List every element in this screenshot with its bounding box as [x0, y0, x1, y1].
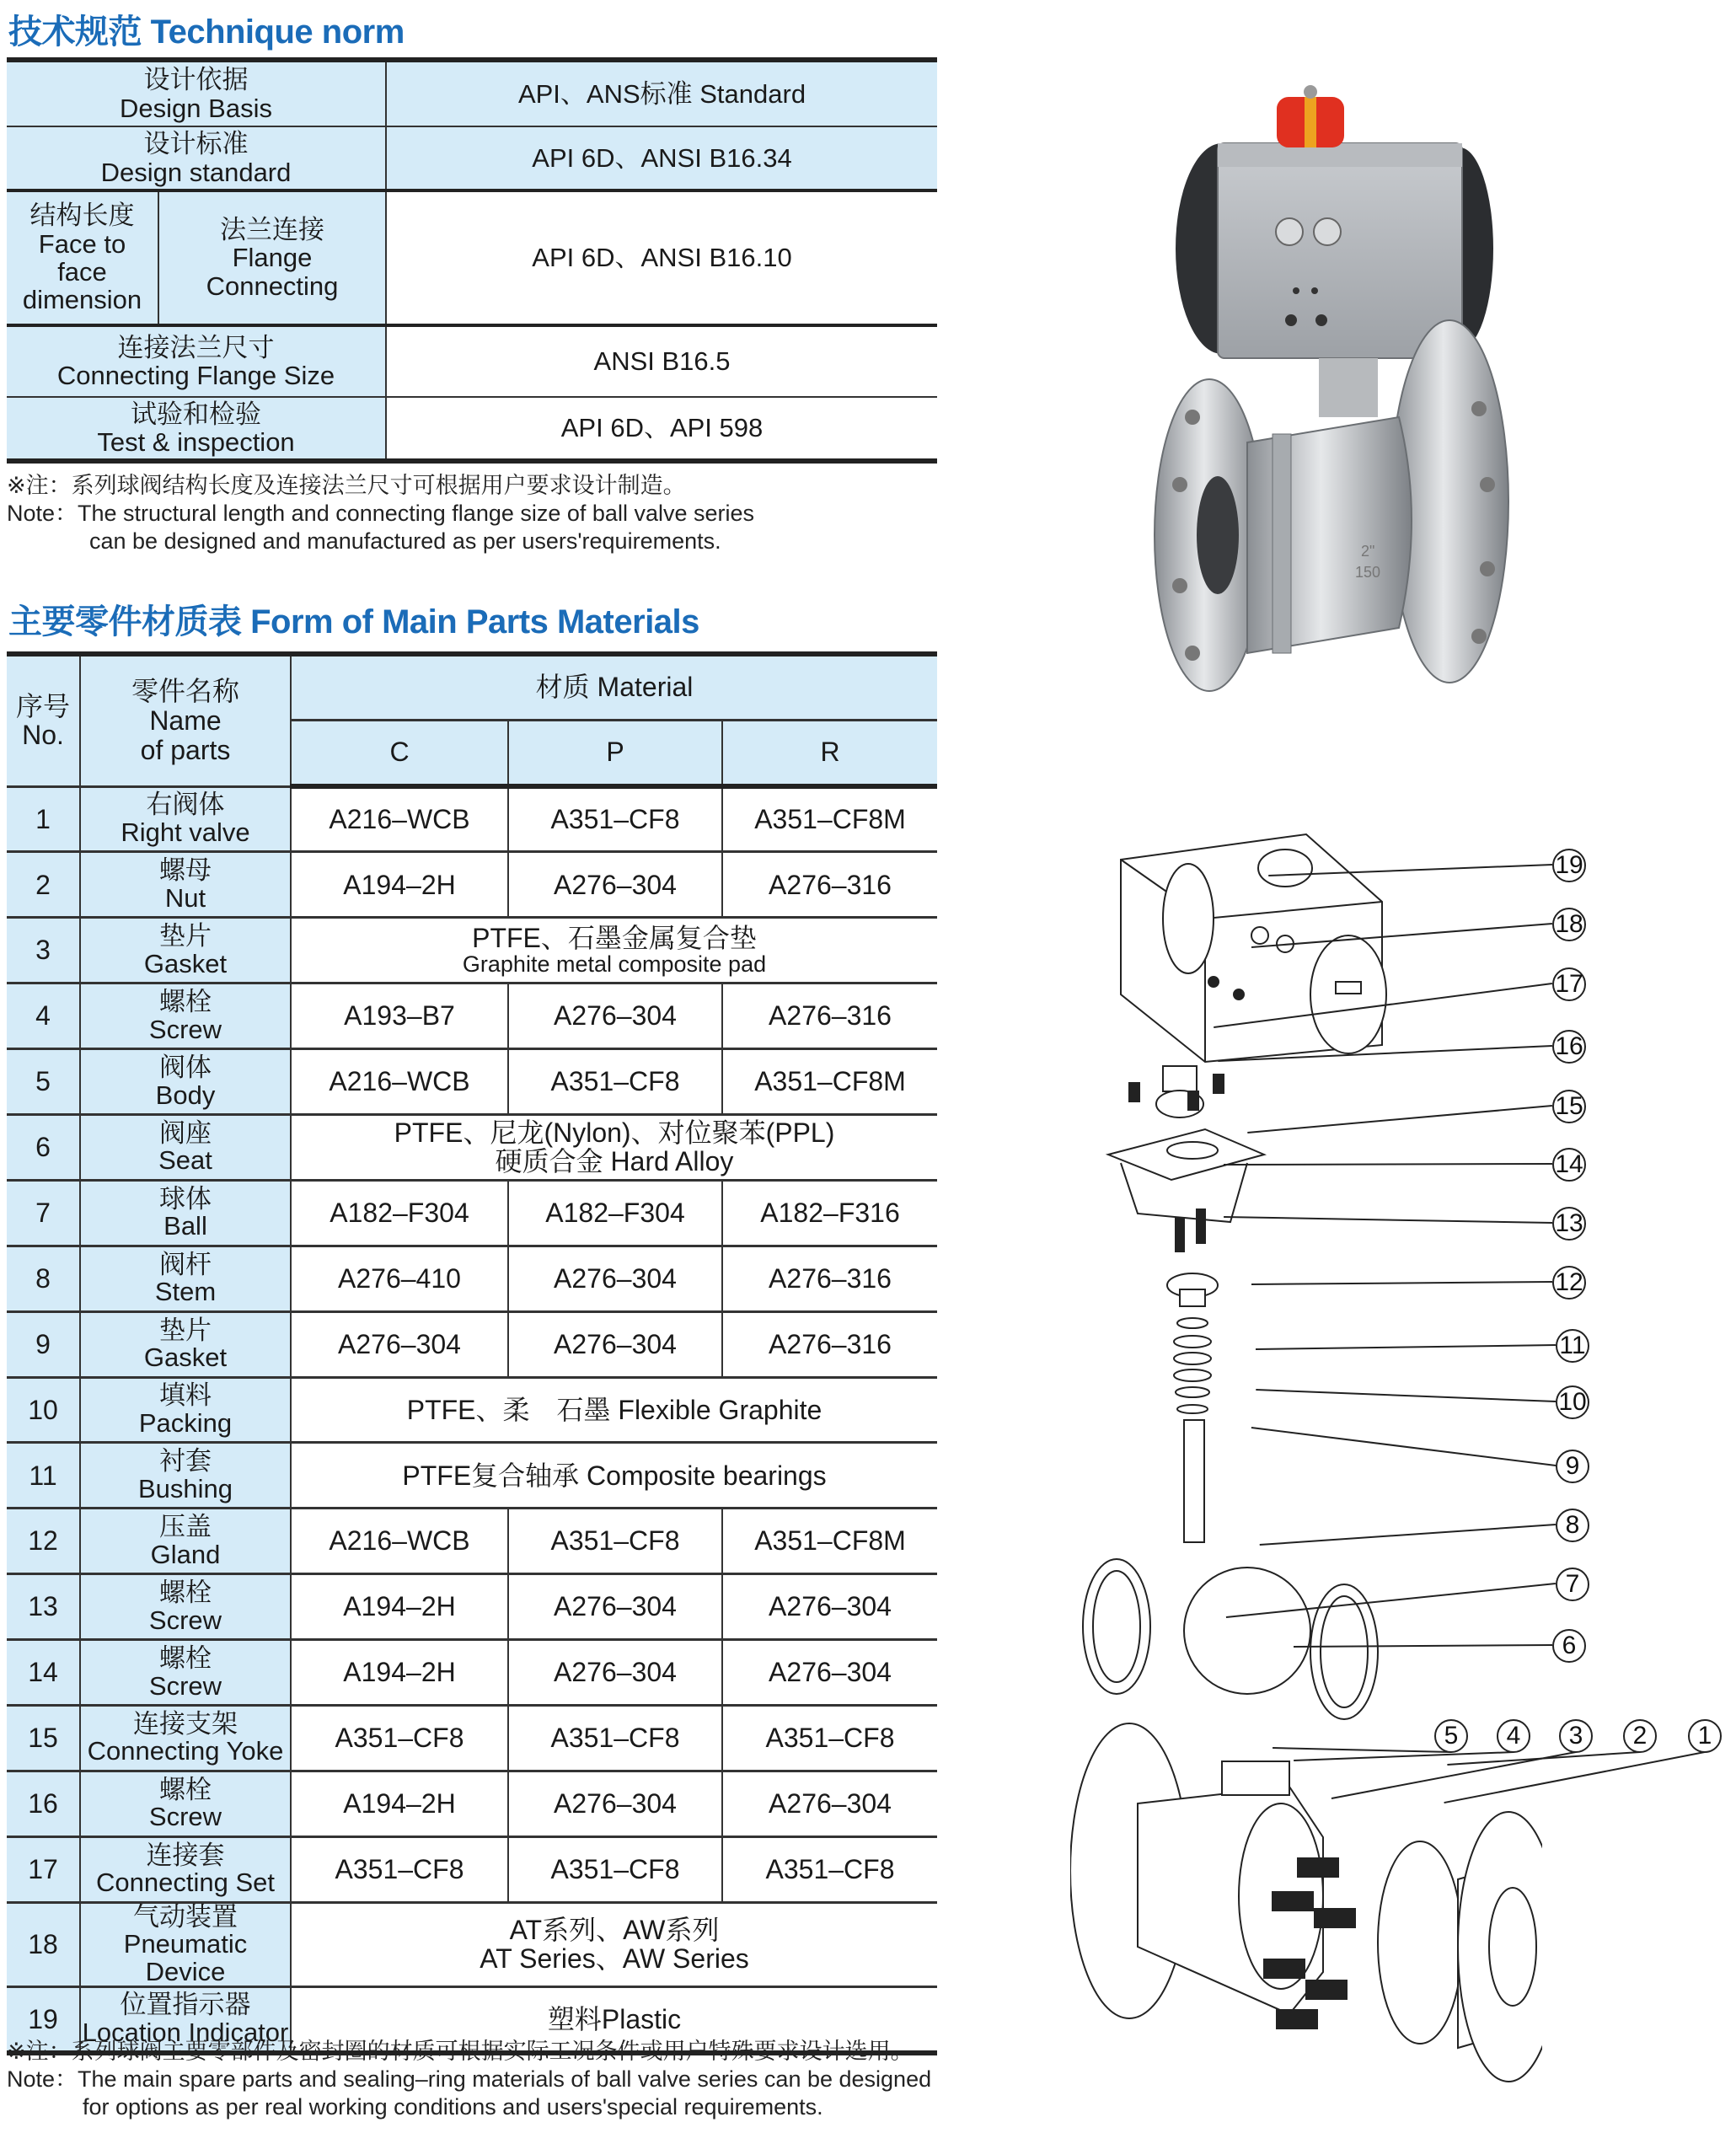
parts-header-row	[7, 654, 937, 720]
part-material-r: A351–CF8M	[722, 1049, 937, 1115]
part-number: 14	[7, 1640, 80, 1706]
part-material-r: A276–316	[722, 1311, 937, 1377]
part-material-r: A182–F316	[722, 1180, 937, 1246]
callout-4: 4	[1497, 1719, 1530, 1753]
parts-row	[7, 1771, 937, 1836]
part-material-c: A276–410	[291, 1246, 508, 1311]
header-col-c: C	[291, 720, 508, 786]
parts-row	[7, 1246, 937, 1311]
part-number: 19	[7, 1987, 80, 2053]
part-name: 连接支架 Connecting Yoke	[80, 1705, 291, 1771]
callout-6: 6	[1552, 1629, 1586, 1663]
part-material-r: A276–304	[722, 1640, 937, 1706]
part-number: 9	[7, 1311, 80, 1377]
header-no: 序号 No.	[7, 654, 80, 786]
callout-13: 13	[1552, 1207, 1586, 1241]
callout-16: 16	[1552, 1030, 1586, 1064]
callout-19: 19	[1552, 849, 1586, 882]
tech-row	[7, 325, 937, 397]
parts-row	[7, 1640, 937, 1706]
part-material-p: A276–304	[508, 1640, 722, 1706]
part-material-c: A194–2H	[291, 852, 508, 918]
header-name: 零件名称 Name of parts	[80, 654, 291, 786]
parts-row	[7, 1049, 937, 1115]
part-name: 螺栓 Screw	[80, 1574, 291, 1640]
part-name: 螺栓 Screw	[80, 983, 291, 1049]
part-material-p: A351–CF8	[508, 1836, 722, 1902]
part-material-all: PTFE、柔 石墨 Flexible Graphite	[291, 1377, 937, 1443]
parts-row	[7, 1705, 937, 1771]
ball-valve-photo	[1146, 80, 1517, 708]
tech-value: API 6D、ANSI B16.34	[386, 126, 937, 190]
part-material-p: A351–CF8	[508, 786, 722, 852]
svg-text:150: 150	[1355, 564, 1381, 581]
part-number: 13	[7, 1574, 80, 1640]
part-number: 15	[7, 1705, 80, 1771]
part-number: 8	[7, 1246, 80, 1311]
part-material-all: PTFE、尼龙(Nylon)、对位聚苯(PPL) 硬质合金 Hard Alloy	[291, 1114, 937, 1180]
tech-value: ANSI B16.5	[386, 325, 937, 397]
part-number: 11	[7, 1443, 80, 1509]
part-name: 阀杆 Stem	[80, 1246, 291, 1311]
part-number: 6	[7, 1114, 80, 1180]
part-material-r: A351–CF8M	[722, 1509, 937, 1574]
part-material-p: A276–304	[508, 852, 722, 918]
part-material-c: A194–2H	[291, 1771, 508, 1836]
part-material-c: A194–2H	[291, 1640, 508, 1706]
part-material-r: A276–304	[722, 1771, 937, 1836]
exploded-diagram	[1070, 826, 1542, 2124]
tech-label: 试验和检验 Test & inspection	[7, 397, 386, 461]
parts-table	[7, 651, 937, 2055]
parts-row	[7, 918, 937, 983]
parts-row	[7, 1574, 937, 1640]
part-number: 5	[7, 1049, 80, 1115]
part-material-p: A276–304	[508, 1574, 722, 1640]
part-material-p: A276–304	[508, 1246, 722, 1311]
parts-row	[7, 1180, 937, 1246]
part-name: 螺母 Nut	[80, 852, 291, 918]
tech-sublabel: 法兰连接 Flange Connecting	[158, 190, 386, 325]
actuator-drawing	[1121, 834, 1386, 1062]
part-name: 衬套 Bushing	[80, 1443, 291, 1509]
header-col-p: P	[508, 720, 722, 786]
part-name: 垫片 Gasket	[80, 1311, 291, 1377]
part-number: 7	[7, 1180, 80, 1246]
callout-11: 11	[1556, 1329, 1589, 1363]
part-material-r: A351–CF8	[722, 1705, 937, 1771]
tech-value: API、ANS标准 Standard	[386, 60, 937, 126]
part-number: 10	[7, 1377, 80, 1443]
parts-note: ※注：系列球阀主要零部件及密封圈的材质可根据实际工况条件或用户特殊要求设计选用。 Note：The main spare parts and sealing–ring materials of ball valve series can be designed for options as per real working conditions and users'special requirements.	[7, 2039, 932, 2120]
tech-value: API 6D、ANSI B16.10	[386, 190, 937, 325]
callout-2: 2	[1623, 1719, 1657, 1753]
part-name: 右阀体 Right valve	[80, 786, 291, 852]
part-material-r: A276–316	[722, 852, 937, 918]
part-material-all: AT系列、AW系列 AT Series、AW Series	[291, 1902, 937, 1987]
tech-label: 连接法兰尺寸 Connecting Flange Size	[7, 325, 386, 397]
part-material-r: A351–CF8	[722, 1836, 937, 1902]
part-material-c: A182–F304	[291, 1180, 508, 1246]
parts-row	[7, 983, 937, 1049]
part-material-p: A182–F304	[508, 1180, 722, 1246]
part-name: 球体 Ball	[80, 1180, 291, 1246]
part-name: 位置指示器 Location Indicator	[80, 1987, 291, 2053]
part-name: 阀体 Body	[80, 1049, 291, 1115]
callout-8: 8	[1556, 1509, 1589, 1542]
tech-label: 设计标准 Design standard	[7, 126, 386, 190]
part-material-c: A216–WCB	[291, 786, 508, 852]
technique-title: 技术规范 Technique norm	[8, 13, 405, 51]
part-number: 16	[7, 1771, 80, 1836]
parts-row	[7, 1311, 937, 1377]
part-material-r: A276–316	[722, 1246, 937, 1311]
tech-row	[7, 126, 937, 190]
callout-9: 9	[1556, 1450, 1589, 1483]
part-number: 12	[7, 1509, 80, 1574]
part-number: 1	[7, 786, 80, 852]
part-name: 阀座 Seat	[80, 1114, 291, 1180]
part-number: 18	[7, 1902, 80, 1987]
part-material-p: A351–CF8	[508, 1705, 722, 1771]
part-material-c: A351–CF8	[291, 1836, 508, 1902]
technique-table	[7, 57, 937, 464]
parts-row	[7, 852, 937, 918]
part-name: 压盖 Gland	[80, 1509, 291, 1574]
parts-row	[7, 786, 937, 852]
part-material-r: A276–304	[722, 1574, 937, 1640]
part-material-c: A194–2H	[291, 1574, 508, 1640]
part-material-c: A216–WCB	[291, 1049, 508, 1115]
callout-17: 17	[1552, 967, 1586, 1001]
part-name: 连接套 Connecting Set	[80, 1836, 291, 1902]
part-number: 2	[7, 852, 80, 918]
part-material-c: A276–304	[291, 1311, 508, 1377]
tech-row	[7, 190, 937, 325]
part-name: 螺栓 Screw	[80, 1771, 291, 1836]
part-name: 气动装置 Pneumatic Device	[80, 1902, 291, 1987]
header-material: 材质 Material	[291, 654, 937, 720]
part-material-c: A216–WCB	[291, 1509, 508, 1574]
technique-note: ※注：系列球阀结构长度及连接法兰尺寸可根据用户要求设计制造。 Note：The structural length and connecting flange size of ball valve series can be designed and manufactured as per users'requirements.	[7, 473, 754, 554]
parts-title: 主要零件材质表 Form of Main Parts Materials	[8, 603, 699, 640]
part-number: 3	[7, 918, 80, 983]
part-material-p: A351–CF8	[508, 1509, 722, 1574]
callout-5: 5	[1434, 1719, 1468, 1753]
parts-row	[7, 1114, 937, 1180]
tech-row	[7, 397, 937, 461]
parts-row	[7, 1509, 937, 1574]
part-material-p: A276–304	[508, 983, 722, 1049]
callout-7: 7	[1556, 1568, 1589, 1601]
parts-row	[7, 1443, 937, 1509]
part-material-r: A276–316	[722, 983, 937, 1049]
tech-label: 结构长度 Face to face dimension	[7, 190, 158, 325]
part-material-p: A276–304	[508, 1311, 722, 1377]
part-material-all: PTFE复合轴承 Composite bearings	[291, 1443, 937, 1509]
tech-row	[7, 60, 937, 126]
part-material-all: PTFE、石墨金属复合垫 Graphite metal composite pad	[291, 918, 937, 983]
part-material-r: A351–CF8M	[722, 786, 937, 852]
callout-1: 1	[1688, 1719, 1722, 1753]
part-material-p: A276–304	[508, 1771, 722, 1836]
part-name: 填料 Packing	[80, 1377, 291, 1443]
header-col-r: R	[722, 720, 937, 786]
svg-text:2": 2"	[1361, 543, 1375, 560]
parts-row	[7, 1836, 937, 1902]
part-name: 螺栓 Screw	[80, 1640, 291, 1706]
parts-row	[7, 1902, 937, 1987]
part-name: 垫片 Gasket	[80, 918, 291, 983]
callout-12: 12	[1552, 1266, 1586, 1300]
part-material-c: A193–B7	[291, 983, 508, 1049]
part-material-c: A351–CF8	[291, 1705, 508, 1771]
callout-3: 3	[1559, 1719, 1593, 1753]
part-material-p: A351–CF8	[508, 1049, 722, 1115]
part-material-all: 塑料Plastic	[291, 1987, 937, 2053]
parts-row	[7, 1377, 937, 1443]
callout-15: 15	[1552, 1090, 1586, 1123]
part-number: 4	[7, 983, 80, 1049]
part-number: 17	[7, 1836, 80, 1902]
callout-10: 10	[1556, 1385, 1589, 1419]
callout-18: 18	[1552, 908, 1586, 941]
tech-label: 设计依据 Design Basis	[7, 60, 386, 126]
tech-value: API 6D、API 598	[386, 397, 937, 461]
callout-14: 14	[1552, 1148, 1586, 1182]
